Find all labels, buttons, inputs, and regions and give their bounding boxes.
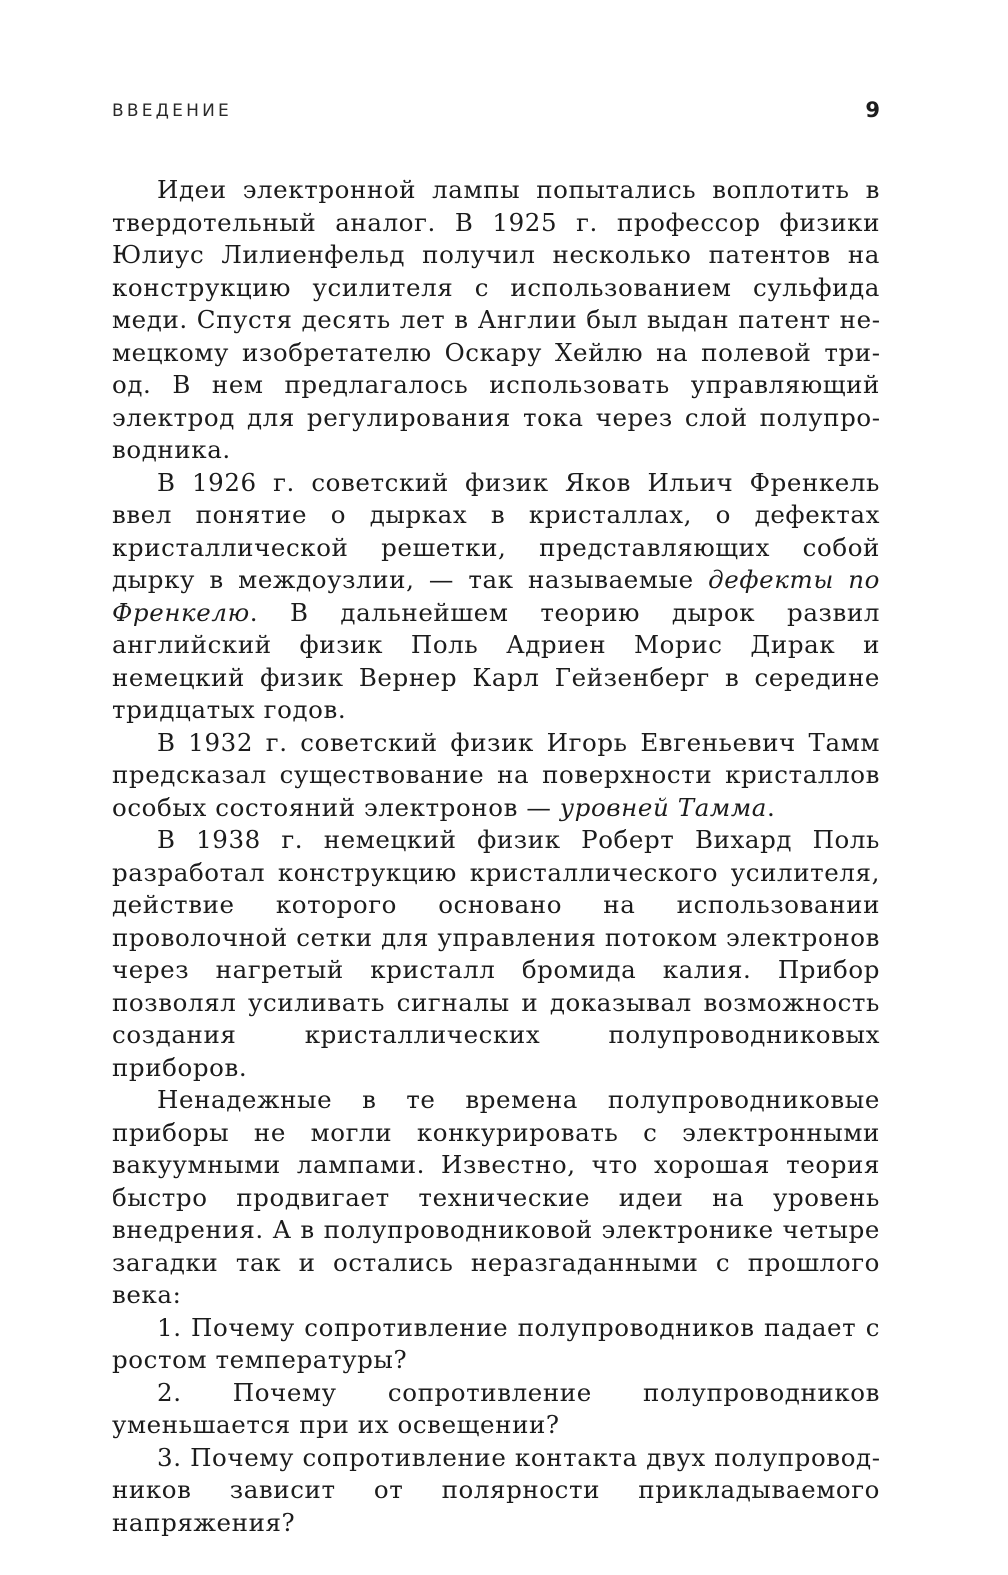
paragraph-text: . bbox=[766, 792, 776, 822]
paragraph: В 1938 г. немецкий физик Роберт Вихард Поль разработал конструкцию кристаллического усилителя, действие которого основано на использовании проволочной сетки для управления потоком электронов через нагретый кристалл бромида калия. Прибор позволял усиливать сигналы и доказывал возможность создания кристаллических полупроводниковых приборов. bbox=[112, 825, 880, 1082]
question-text: Почему сопротивление контакта двух полупроводников зависит от полярности прикладываемого напряжения? bbox=[112, 1442, 881, 1537]
question-number: 3. bbox=[157, 1442, 182, 1472]
paragraph-text: В 1932 г. советский физик Игорь Евгеньевич Тамм предсказал существование на поверхности кристаллов особых состояний электронов — bbox=[112, 727, 880, 822]
question-item bbox=[112, 1442, 880, 1540]
question-text: Почему сопротивление полупроводников уменьшается при их освещении? bbox=[112, 1377, 880, 1439]
question-number: 1. bbox=[157, 1312, 182, 1342]
running-header bbox=[112, 98, 880, 129]
question-item bbox=[112, 1377, 880, 1442]
italic-term: дефекты по Френкелю bbox=[112, 565, 880, 627]
paragraph-text: . В дальнейшем теорию дырок развил английский физик Поль Адриен Морис Дирак и немецкий физик Вернер Карл Гейзенберг в середине тридцатых годов. bbox=[112, 597, 880, 724]
italic-term: уровней Тамма bbox=[559, 792, 767, 822]
question-number: 2. bbox=[157, 1377, 182, 1407]
body-text bbox=[112, 174, 880, 1539]
paragraph-text: В 1926 г. советский физик Яков Ильич Френкель ввел понятие о дырках в кристаллах, о дефектах кристаллической решетки, представляющих собой дырку в междоузлии, — так называемые bbox=[112, 467, 880, 594]
section-title: ВВЕДЕНИЕ bbox=[112, 101, 232, 121]
paragraph: Идеи электронной лампы попытались воплотить в твердотельный аналог. В 1925 г. профессор физики Юлиус Лилиенфельд получил несколько патентов на конструкцию усилителя с использованием сульфида меди. Спустя десять лет в Англии был выдан патент немецкому изобретателю Оскару Хейлю на полевой триод. В нем предлагалось использовать управляющий электрод для регулирования тока через слой полупроводника. bbox=[112, 175, 880, 464]
question-item bbox=[112, 1312, 880, 1377]
paragraph: Ненадежные в те времена полупроводниковые приборы не могли конкурировать с электронными вакуумными лампами. Известно, что хорошая теория быстро продвигает технические идеи на уровень внедрения. А в полупроводниковой электронике четыре загадки так и остались неразгаданными с прошлого века: bbox=[112, 1085, 880, 1309]
page-number: 9 bbox=[865, 98, 880, 122]
paragraph bbox=[112, 727, 880, 825]
paragraph bbox=[112, 467, 880, 727]
question-text: Почему сопротивление полупроводников падает с ростом температуры? bbox=[112, 1312, 881, 1374]
